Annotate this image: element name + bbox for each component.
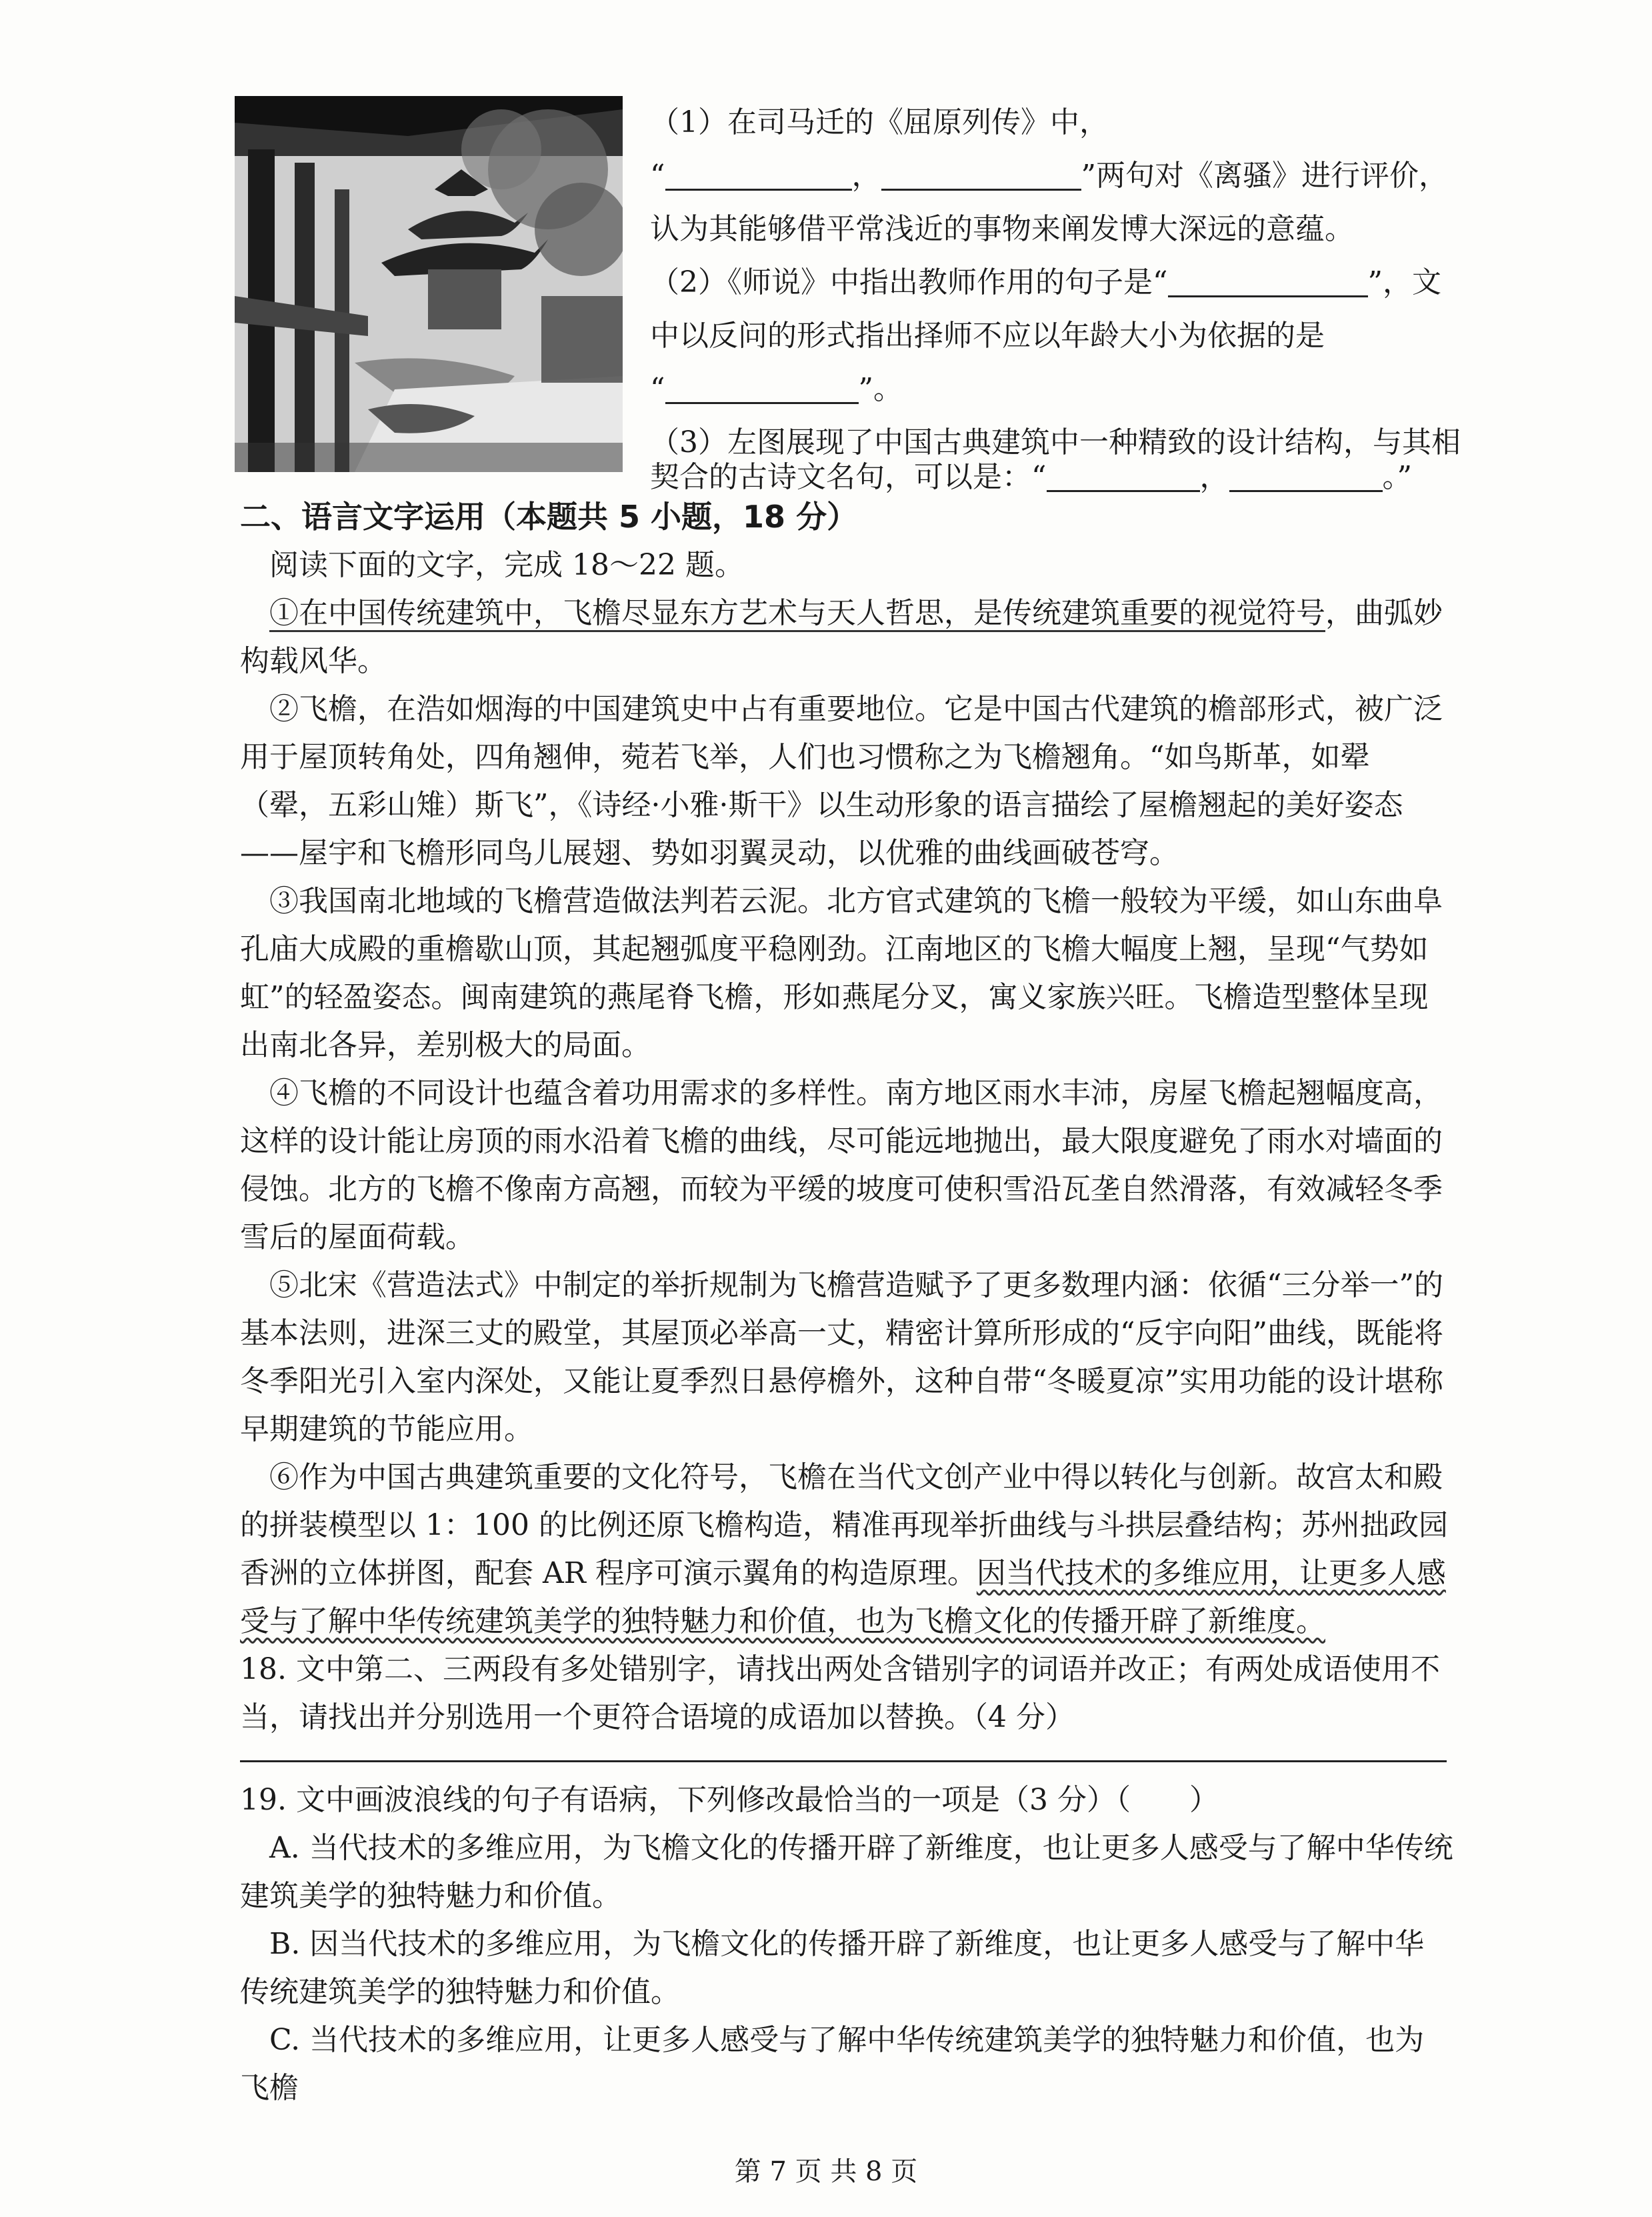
q17-part2-line1: （2）《师说》中指出教师作用的句子是“ ”，文 <box>650 265 1441 299</box>
passage-paragraph-3: ③我国南北地域的飞檐营造做法判若云泥。北方官式建筑的飞檐一般较为平缓，如山东曲阜孔庙大成殿的重檐歇山顶，其起翘弧度平稳刚劲。江南地区的飞檐大幅度上翘，呈现“气势如虹”的轻盈姿态。闽南建筑的燕尾脊飞檐，形如燕尾分叉，寓义家族兴旺。飞檐造型整体呈现出南北各异，差别极大的局面。 <box>240 884 1443 1062</box>
answer-blank[interactable] <box>1168 265 1368 297</box>
page-footer: 第 7 页 共 8 页 <box>734 2156 918 2187</box>
question-19-option-a: A. 当代技术的多维应用，为飞檐文化的传播开辟了新维度，也让更多人感受与了解中华传统建筑美学的独特魅力和价值。 <box>240 1831 1453 1913</box>
answer-blank[interactable] <box>1047 459 1200 492</box>
q17-part3-line2: 契合的古诗文名句，可以是：“ ， 。” <box>650 460 1412 494</box>
answer-blank[interactable] <box>881 158 1081 191</box>
answer-line[interactable] <box>240 1760 1447 1762</box>
passage-paragraph-6: ⑥作为中国古典建筑重要的文化符号，飞檐在当代文创产业中得以转化与创新。故宫太和殿的拼装模型以 1：100 的比例还原飞檐构造，精准再现举折曲线与斗拱层叠结构；苏州拙政园香洲的立体拼图，配套 AR 程序可演示翼角的构造原理。因当代技术的多维应用，让更多人感受与了解中华传统建筑美学的独特魅力和价值，也为飞檐文化的传播开辟了新维度。 <box>240 1460 1448 1638</box>
passage-paragraph-4: ④飞檐的不同设计也蕴含着功用需求的多样性。南方地区雨水丰沛，房屋飞檐起翘幅度高，这样的设计能让房顶的雨水沿着飞檐的曲线，尽可能远地抛出，最大限度避免了雨水对墙面的侵蚀。北方的飞檐不像南方高翘，而较为平缓的坡度可使积雪沿瓦垄自然滑落，有效减轻冬季雪后的屋面荷载。 <box>240 1076 1443 1254</box>
passage-paragraph-5: ⑤北宋《营造法式》中制定的举折规制为飞檐营造赋予了更多数理内涵：依循“三分举一”的基本法则，进深三丈的殿堂，其屋顶必举高一丈，精密计算所形成的“反宇向阳”曲线，既能将冬季阳光引入室内深处，又能让夏季烈日悬停檐外，这种自带“冬暖夏凉”实用功能的设计堪称早期建筑的节能应用。 <box>240 1268 1443 1446</box>
question-19-option-b: B. 因当代技术的多维应用，为飞檐文化的传播开辟了新维度，也让更多人感受与了解中华传统建筑美学的独特魅力和价值。 <box>240 1927 1425 2009</box>
question-18: 18. 文中第二、三两段有多处错别字，请找出两处含错别字的词语并改正；有两处成语使用不当，请找出并分别选用一个更符合语境的成语加以替换。（4 分） <box>240 1652 1440 1734</box>
passage-paragraph-2: ②飞檐，在浩如烟海的中国建筑史中占有重要地位。它是中国古代建筑的檐部形式，被广泛用于屋顶转角处，四角翘伸，菀若飞举，人们也习惯称之为飞檐翘角。“如鸟斯革，如翚（翚，五彩山雉）斯飞”，《诗经·小雅·斯干》以生动形象的语言描绘了屋檐翘起的美好姿态——屋宇和飞檐形同鸟儿展翅、势如羽翼灵动，以优雅的曲线画破苍穹。 <box>240 692 1443 870</box>
q17-part1-line2: “ ， ”两句对《离骚》进行评价， <box>650 159 1448 193</box>
pavilion-image <box>235 96 623 472</box>
wavy-underlined-sentence: 因当代技术的多维应用，让更多人感受与了解中华传统建筑美学的独特魅力和价值，也为飞檐文化的传播开辟了新维度。 <box>240 1556 1446 1638</box>
q17-part3-line1: （3）左图展现了中国古典建筑中一种精致的设计结构，与其相 <box>650 425 1461 459</box>
q17-part2-line2: 中以反问的形式指出择师不应以年龄大小为依据的是 <box>650 319 1325 353</box>
passage-paragraph-1: ①在中国传统建筑中，飞檐尽显东方艺术与天人哲思，是传统建筑重要的视觉符号，曲弧妙构载风华。 <box>240 596 1443 678</box>
pavilion-illustration <box>235 96 623 472</box>
q17-part2-line3: “ ”。 <box>650 372 903 406</box>
answer-blank[interactable] <box>1229 459 1383 492</box>
question-19-stem: 19. 文中画波浪线的句子有语病，下列修改最恰当的一项是（3 分）（ ） <box>240 1783 1219 1817</box>
section-intro: 阅读下面的文字，完成 18～22 题。 <box>269 548 744 582</box>
answer-blank[interactable] <box>665 158 852 191</box>
question-19-option-c: C. 当代技术的多维应用，让更多人感受与了解中华传统建筑美学的独特魅力和价值，也为飞檐 <box>240 2023 1425 2105</box>
answer-blank[interactable] <box>665 371 859 404</box>
underlined-sentence: ①在中国传统建筑中，飞檐尽显东方艺术与天人哲思，是传统建筑重要的视觉符号 <box>269 596 1325 632</box>
q17-part1-line3: 认为其能够借平常浅近的事物来阐发博大深远的意蕴。 <box>650 212 1354 246</box>
q17-part1-line1: （1）在司马迁的《屈原列传》中， <box>650 105 1109 139</box>
section-title: 二、语言文字运用（本题共 5 小题，18 分） <box>240 499 858 535</box>
